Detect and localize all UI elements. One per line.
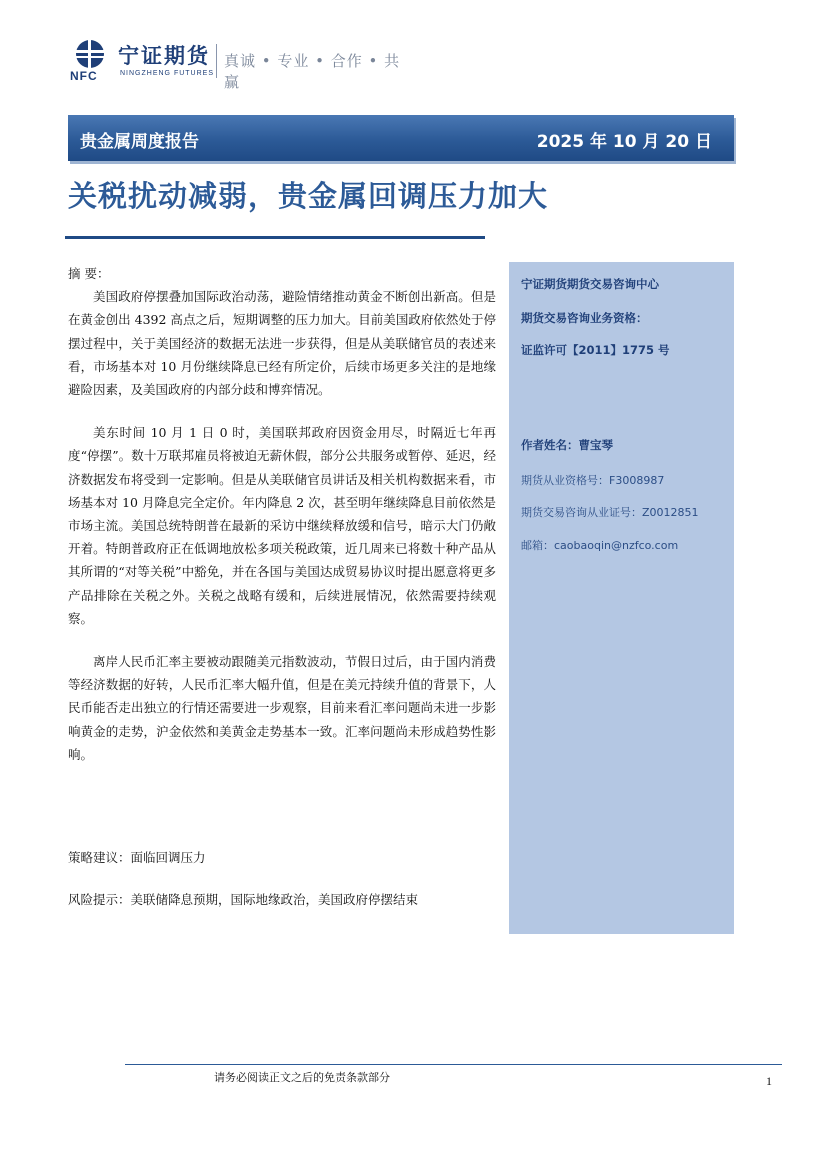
consulting-center: 宁证期货期货交易咨询中心 xyxy=(521,277,659,291)
report-type: 贵金属周度报告 xyxy=(80,132,199,152)
summary-paragraph: 美东时间 10 月 1 日 0 时，美国联邦政府因资金用尽，时隔近七年再度“停摆”。数十万联邦雇员将被迫无薪休假，部分公共服务或暂停、延迟，经济数据发布将受到一定影响。但是从美联储官员讲话及相关机构数据来看，市场基本对 10 月降息完全定价。年内降息 2 次，甚至明年继续降息目前依然是市场主流。美国总统特朗普在最新的采访中继续释放缓和信号，暗示大门仍敞开着。特朗普政府正在低调地放松多项关税政策，近几周来已将数十种产品从其所谓的“对等关税”中豁免，并在各国与美国达成贸易协议时提出愿意将更多产品排除在关税之外。关税之战略有缓和，后续进展情况，依然需要持续观察。 xyxy=(68,425,496,626)
summary-paragraph: 离岸人民币汇率主要被动跟随美元指数波动，节假日过后，由于国内消费等经济数据的好转，人民币汇率大幅升值，但是在美元持续升值的背景下，人民币能否走出独立的行情还需要进一步观察，目前来看汇率问题尚未进一步影响黄金的走势，沪金依然和美黄金走势基本一致。汇率问题尚未形成趋势性影响。 xyxy=(68,654,496,762)
author-email: 邮箱：caobaoqin@nzfco.com xyxy=(521,539,679,552)
author-name: 作者姓名：曹宝琴 xyxy=(521,438,613,452)
strategy-suggestion: 策略建议：面临回调压力 xyxy=(68,850,206,865)
logo-nfc-text: NFC xyxy=(70,69,98,83)
page-title: 关税扰动减弱，贵金属回调压力加大 xyxy=(68,179,549,213)
company-logo xyxy=(68,38,408,91)
futures-cert-number: 期货从业资格号：F3008987 xyxy=(521,474,665,487)
consulting-cert-number: 期货交易咨询从业证号：Z0012851 xyxy=(521,506,699,519)
company-slogan: 真诚 • 专业 • 合作 • 共赢 xyxy=(224,52,401,91)
logo-company-name: 宁证期货 xyxy=(118,44,210,68)
title-underline xyxy=(65,236,485,239)
summary-paragraph: 美国政府停摆叠加国际政治动荡，避险情绪推动黄金不断创出新高。但是在黄金创出 4392 高点之后，短期调整的压力加大。目前美国政府依然处于停摆过程中，关于美国经济的数据无法进一步获得，但是从美联储官员的表述来看，市场基本对 10 月份继续降息已经有所定价，后续市场更多关注的是地缘避险因素，及美国政府的内部分歧和博弈情况。 xyxy=(68,289,496,398)
page-number: 1 xyxy=(766,1074,772,1088)
report-banner xyxy=(68,115,734,161)
nfc-logo-icon xyxy=(68,38,112,70)
summary-section xyxy=(68,262,496,766)
license-number: 证监许可【2011】1775 号 xyxy=(521,343,670,357)
summary-label: 摘 要： xyxy=(68,266,110,281)
logo-divider xyxy=(216,44,217,78)
logo-english-name: NINGZHENG FUTURES xyxy=(120,70,214,77)
report-date: 2025 年 10 月 20 日 xyxy=(536,132,712,152)
risk-warning: 风险提示：美联储降息预期，国际地缘政治，美国政府停摆结束 xyxy=(68,892,419,907)
footer-disclaimer: 请务必阅读正文之后的免责条款部分 xyxy=(214,1071,390,1084)
footer-divider xyxy=(125,1064,782,1065)
analyst-sidebar xyxy=(509,262,734,934)
qualification-label: 期货交易咨询业务资格： xyxy=(521,311,648,325)
